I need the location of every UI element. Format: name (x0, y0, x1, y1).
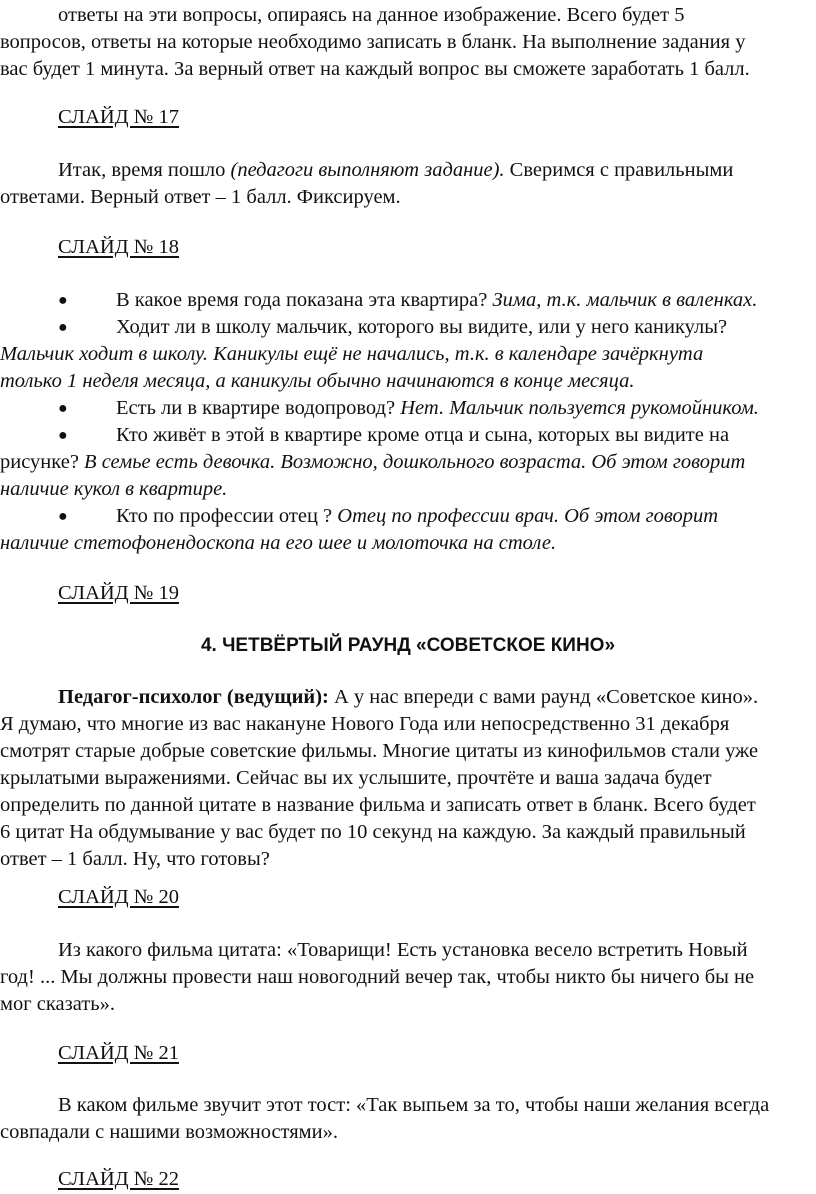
slide-18-title: СЛАЙД № 18 (58, 236, 179, 258)
round-4-text-1: А у нас впереди с вами раунд «Советское кино». (328, 686, 759, 708)
slide-21-line-1: В каком фильме звучит этот тост: «Так выпьем за то, чтобы наши желания всегда (58, 1094, 770, 1116)
answer-3-text: Нет. Мальчик пользуется рукомойником. (400, 397, 759, 419)
slide-17-title: СЛАЙД № 17 (58, 106, 179, 128)
slide-17-paragraph-line-2: ответами. Верный ответ – 1 балл. Фиксируем. (0, 186, 401, 208)
slide-20-line-2: год! ... Мы должны провести наш новогодний вечер так, чтобы никто бы ничего бы не (0, 966, 755, 988)
question-3 (116, 395, 759, 422)
question-3-text: Есть ли в квартире водопровод? (116, 397, 401, 419)
round-4-line-6: 6 цитат На обдумывание у вас будет по 10 секунд на каждую. За каждый правильный (0, 821, 746, 843)
bullet-icon: ● (58, 508, 68, 525)
answer-5-line-2: наличие стетофонендоскопа на его шее и молоточка на столе. (0, 532, 557, 554)
question-1 (116, 287, 757, 314)
slide-21-title: СЛАЙД № 21 (58, 1042, 179, 1064)
answer-2-line-1: Мальчик ходит в школу. Каникулы ещё не начались, т.к. в календаре зачёркнута (0, 343, 704, 365)
slide-21-line-2: совпадали с нашими возможностями». (0, 1121, 338, 1143)
answer-5-line-1: Отец по профессии врач. Об этом говорит (337, 505, 719, 527)
slide-20-line-3: мог сказать». (0, 993, 115, 1015)
round-4-line-7: ответ – 1 балл. Ну, что готовы? (0, 848, 270, 870)
round-4-line-5: определить по данной цитате в название фильма и записать ответ в бланк. Всего будет (0, 794, 756, 816)
intro-line-1: ответы на эти вопросы, опираясь на данное изображение. Всего будет 5 (58, 4, 685, 26)
slide-17-text-a: Итак, время пошло (58, 159, 231, 181)
slide-22-title: СЛАЙД № 22 (58, 1168, 179, 1190)
bullet-icon: ● (58, 400, 68, 417)
round-4-line-1 (58, 684, 758, 711)
slide-17-text-c: Сверимся с правильными (504, 159, 734, 181)
question-2-text: Ходит ли в школу мальчик, которого вы видите, или у него каникулы? (116, 316, 728, 338)
bullet-icon: ● (58, 427, 68, 444)
answer-1-text: Зима, т.к. мальчик в валенках. (492, 289, 758, 311)
bullet-icon: ● (58, 319, 68, 336)
round-4-line-3: смотрят старые добрые советские фильмы. Многие цитаты из кинофильмов стали уже (0, 740, 759, 762)
round-4-line-2: Я думаю, что многие из вас накануне Нового Года или непосредственно 31 декабря (0, 713, 730, 735)
answer-4-line-2: наличие кукол в квартире. (0, 478, 228, 500)
question-4-text-2: рисунке? (0, 451, 85, 473)
speaker-label: Педагог-психолог (ведущий): (58, 686, 329, 708)
question-5-text: Кто по профессии отец ? (116, 505, 338, 527)
slide-17-text-b: (педагоги выполняют задание). (230, 159, 505, 181)
intro-line-3: вас будет 1 минута. За верный ответ на каждый вопрос вы сможете заработать 1 балл. (0, 58, 750, 80)
question-1-text: В какое время года показана эта квартира? (116, 289, 493, 311)
round-4-line-4: крылатыми выражениями. Сейчас вы их услышите, прочтёте и ваша задача будет (0, 767, 712, 789)
round-4-heading: 4. ЧЕТВЁРТЫЙ РАУНД «СОВЕТСКОЕ КИНО» (200, 635, 616, 656)
slide-20-title: СЛАЙД № 20 (58, 886, 179, 908)
slide-19-title: СЛАЙД № 19 (58, 582, 179, 604)
intro-line-2: вопросов, ответы на которые необходимо записать в бланк. На выполнение задания у (0, 31, 746, 53)
question-4-line-2 (0, 449, 745, 476)
answer-2-line-2: только 1 неделя месяца, а каникулы обычно начинаются в конце месяца. (0, 370, 635, 392)
slide-17-paragraph-line-1 (58, 157, 733, 184)
bullet-icon: ● (58, 292, 68, 309)
slide-20-line-1: Из какого фильма цитата: «Товарищи! Есть установка весело встретить Новый (58, 939, 748, 961)
question-5 (116, 503, 718, 530)
answer-4-line-1: В семье есть девочка. Возможно, дошкольного возраста. Об этом говорит (84, 451, 746, 473)
question-4-text: Кто живёт в этой в квартире кроме отца и сына, которых вы видите на (116, 424, 730, 446)
